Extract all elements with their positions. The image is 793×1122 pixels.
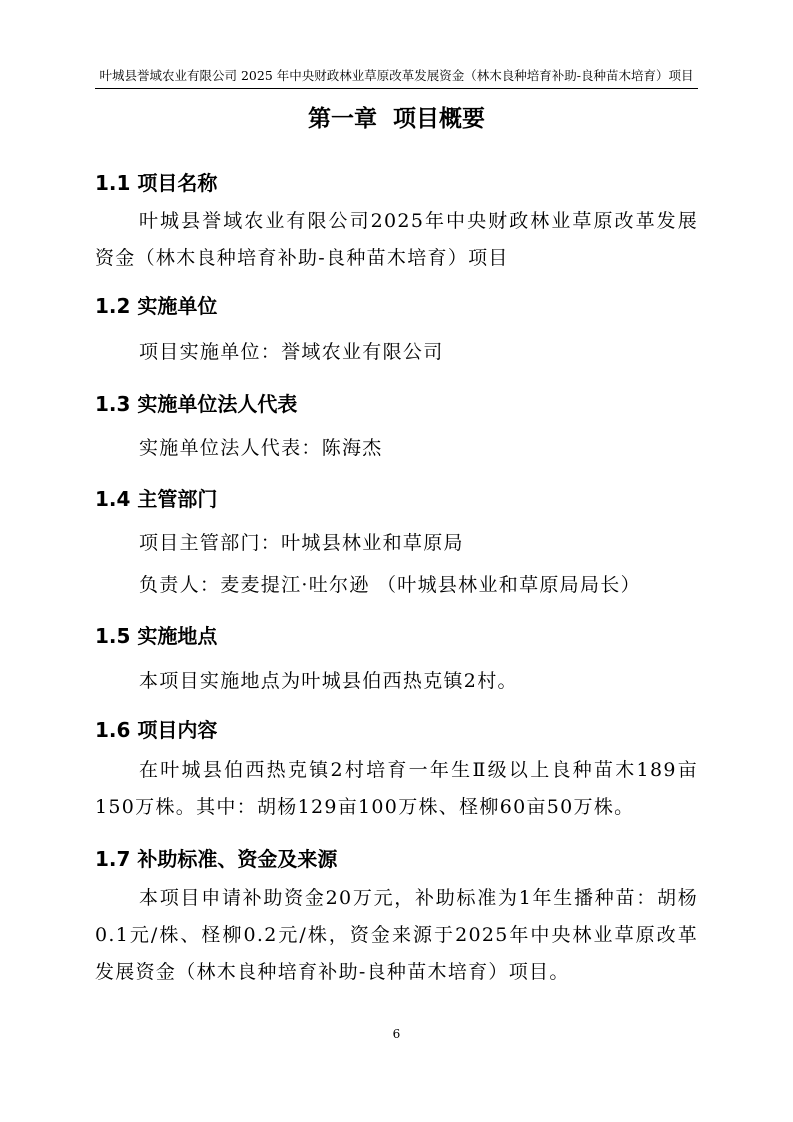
header-divider [95,88,698,89]
paragraph-competent-department: 项目主管部门：叶城县林业和草原局 [139,532,464,554]
section-heading-1-1: 1.1 项目名称 [95,171,218,195]
section-heading-1-2: 1.2 实施单位 [95,294,218,318]
section-heading-1-7: 1.7 补助标准、资金及来源 [95,847,338,871]
section-heading-1-5: 1.5 实施地点 [95,624,218,648]
paragraph-responsible-person: 负责人：麦麦提江·吐尔逊 （叶城县林业和草原局局长） [139,574,641,596]
section-heading-1-6: 1.6 项目内容 [95,718,218,742]
paragraph-project-name: 叶城县誉域农业有限公司2025年中央财政林业草原改革发展资金（林木良种培育补助-良种苗木培育）项目 [95,210,698,269]
paragraph-project-content: 在叶城县伯西热克镇2村培育一年生Ⅱ级以上良种苗木189亩150万株。其中：胡杨129亩100万株、柽柳60亩50万株。 [95,759,698,818]
chapter-title: 第一章 项目概要 [307,106,485,132]
section-heading-1-4: 1.4 主管部门 [95,487,218,511]
paragraph-implementing-unit: 项目实施单位：誉域农业有限公司 [139,341,444,363]
running-header: 叶城县誉域农业有限公司 2025 年中央财政林业草原改革发展资金（林木良种培育补助-良种苗木培育）项目 [99,68,694,83]
section-heading-1-3: 1.3 实施单位法人代表 [95,392,298,416]
paragraph-subsidy-funding: 本项目申请补助资金20万元，补助标准为1年生播种苗：胡杨0.1元/株、柽柳0.2元/株，资金来源于2025年中央林业草原改革发展资金（林木良种培育补助-良种苗木培育）项目。 [95,887,698,983]
paragraph-legal-representative: 实施单位法人代表：陈海杰 [139,437,383,459]
page-number: 6 [392,1027,401,1041]
paragraph-location: 本项目实施地点为叶城县伯西热克镇2村。 [139,670,518,692]
